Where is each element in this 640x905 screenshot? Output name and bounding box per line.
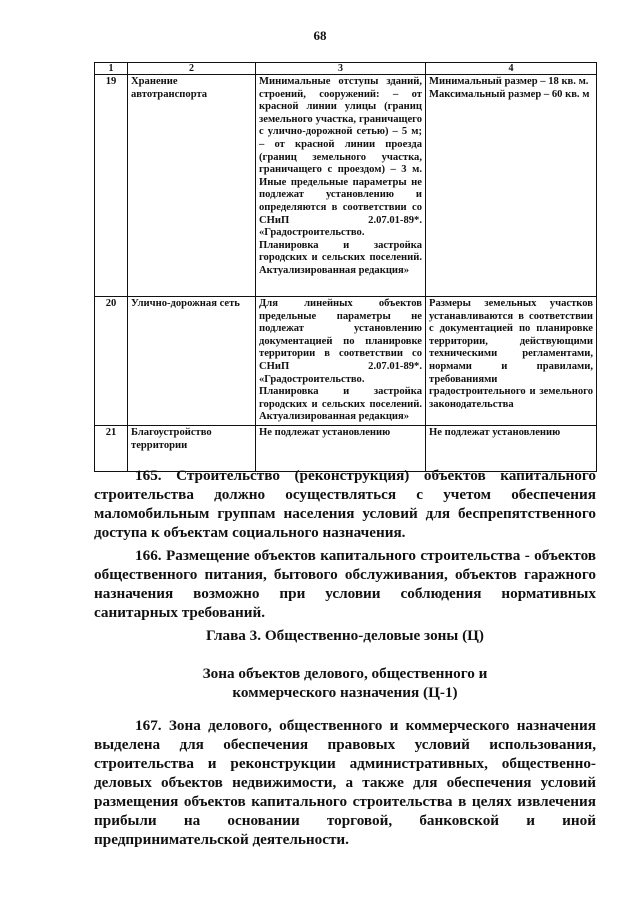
paragraph-165: 165. Строительство (реконструкция) объектов капитального строительства должно осуществляться с учетом обеспечения маломобильным группам населения условий для беспрепятственного доступа к объектам социального назначения.: [94, 467, 596, 541]
row-parameters: Для линейных объектов предельные параметры не подлежат установлению документацией по планировке территории в соответствии со СНиП 2.07.01-89*. «Градостроительство. Планировка и застройка городских и сельских поселений. Актуализированная редакция»: [256, 297, 426, 426]
table-header-cell: 1: [95, 63, 128, 75]
table-row: [95, 425, 597, 471]
row-land-size: Не подлежат установлению: [426, 425, 597, 471]
table-header-row: [95, 63, 597, 75]
table-row: [95, 297, 597, 426]
page-number: 68: [313, 28, 327, 43]
row-name: Улично-дорожная сеть: [128, 297, 256, 426]
table-header-cell: 2: [128, 63, 256, 75]
table-row: [95, 75, 597, 297]
row-parameters: Не подлежат установлению: [256, 425, 426, 471]
row-number: 19: [95, 75, 128, 297]
table-header-cell: 3: [256, 63, 426, 75]
row-land-size: Размеры земельных участков устанавливаются в соответствии с документацией по планировке территории, действующими техническими регламентами, нормами и правилами, требованиями градостроительного и земельного законодательства: [426, 297, 597, 426]
row-number: 20: [95, 297, 128, 426]
paragraph-166: 166. Размещение объектов капитального строительства - объектов общественного питания, бытового обслуживания, объектов гаражного назначения возможно при условии соблюдения нормативных санитарных требований.: [94, 547, 596, 621]
regulations-table: [94, 62, 597, 472]
paragraph-167: 167. Зона делового, общественного и коммерческого назначения выделена для обеспечения правовых условий использования, строительства и реконструкции административных, общественно-деловых объектов недвижимости, а также для обеспечения условий размещения объектов капитального строительства в целях извлечения прибыли на основании торговой, банковской и иной предпринимательской деятельности.: [94, 717, 596, 848]
row-name: Благоустройство территории: [128, 425, 256, 471]
row-parameters: Минимальные отступы зданий, строений, сооружений: – от красной линии улицы (границ земельного участка, граничащего с улично-дорожной сетью) – 5 м; – от красной линии проезда (границ земельного участка, граничащего с проездом) – 3 м. Иные предельные параметры не подлежат установлению и определяются в соответствии со СНиП 2.07.01-89*. «Градостроительство. Планировка и застройка городских и сельских поселений. Актуализированная редакция»: [256, 75, 426, 297]
zone-heading-line-1: Зона объектов делового, общественного и: [202, 665, 488, 682]
row-land-size: Минимальный размер – 18 кв. м. Максимальный размер – 60 кв. м: [426, 75, 597, 297]
row-number: 21: [95, 425, 128, 471]
zone-heading-line-2: коммерческого назначения (Ц-1): [232, 684, 458, 701]
table-header-cell: 4: [426, 63, 597, 75]
chapter-heading: Глава 3. Общественно-деловые зоны (Ц): [206, 627, 484, 644]
row-name: Хранение автотранспорта: [128, 75, 256, 297]
